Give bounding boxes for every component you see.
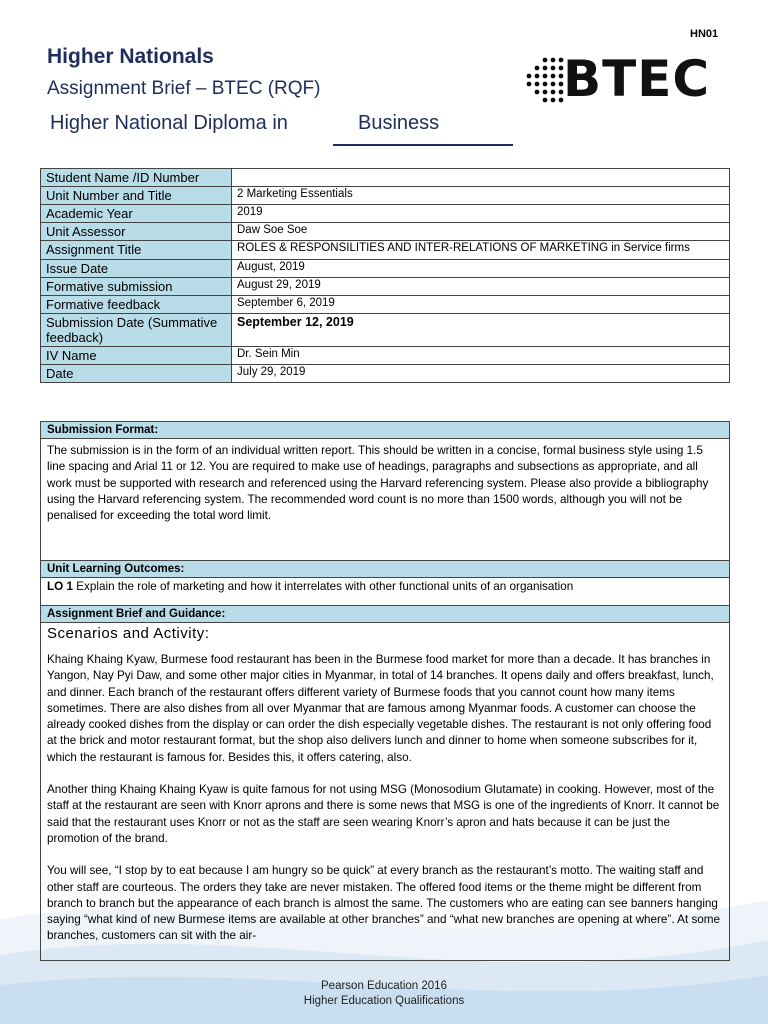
document-code: HN01: [690, 28, 719, 40]
info-row: [41, 278, 730, 296]
info-row: [41, 169, 730, 187]
footer-publisher: Pearson Education 2016: [321, 980, 447, 992]
info-label: Unit Assessor: [41, 223, 232, 241]
info-value: Daw Soe Soe: [232, 223, 730, 241]
assignment-info-table: [40, 168, 730, 383]
footer-qualification: Higher Education Qualifications: [303, 995, 465, 1007]
info-row: [41, 241, 730, 260]
page-subtitle: Assignment Brief – BTEC (RQF): [47, 78, 321, 99]
assignment-brief-header: Assignment Brief and Guidance:: [41, 605, 729, 623]
info-label: Formative submission: [41, 278, 232, 296]
learning-outcomes-header: Unit Learning Outcomes:: [41, 560, 729, 578]
diploma-label: Higher National Diploma in: [50, 112, 288, 134]
info-label: Unit Number and Title: [41, 187, 232, 205]
scenario-paragraph: Khaing Khaing Kyaw, Burmese food restaurant has been in the Burmese food market for more than a decade. It has branches in Yangon, Nay Pyi Daw, and some other major cities in Myanmar, in total of 14 branches. It opens daily and offers breakfast, lunch, and dinner. Each branch of the restaurant offers different variety of Burmese foods that you cannot count how many items sometimes. There are also dishes from all over Myanmar that are famous among Myanmar foods. A customer can choose the already cooked dishes from the display or can order the dish especially vegetable dishes. The restaurant is not only offering food at the brick and motor restaurant format, but the shop also delivers lunch and dinner to home when someone subscribes for it, which the restaurant is famous for. Besides this, it offers catering, also.: [47, 653, 714, 764]
info-row: [41, 260, 730, 278]
learning-outcome-item: [41, 578, 729, 605]
info-label: Assignment Title: [41, 241, 232, 260]
scenario-paragraph: Another thing Khaing Khaing Kyaw is quite famous for not using MSG (Monosodium Glutamate) in cooking. However, most of the staff at the restaurant are seen with Knorr aprons and there is some news that MSG is one of the ingredients of Knorr. It cannot be said that the restaurant uses Knorr or not as the staff are seen wearing Knorr’s apron and hats because it can be just the promotion of the brand.: [47, 783, 720, 845]
info-row: [41, 205, 730, 223]
info-label: Issue Date: [41, 260, 232, 278]
info-label: Submission Date (Summative feedback): [41, 314, 232, 347]
info-row: [41, 296, 730, 314]
scenario-title: Scenarios and Activity:: [47, 625, 210, 642]
info-value: August 29, 2019: [232, 278, 730, 296]
submission-format-text: The submission is in the form of an individual written report. This should be written in a concise, formal business style using 1.5 line spacing and Arial 11 or 12. You are required to make use of headings, paragraphs and subsections as appropriate, and all work must be supported with research and referenced using the Harvard referencing system. Please also provide a bibliography using the Harvard referencing system. The recommended word count is no more than 1500 words, although you will not be penalised for exceeding the total word limit.: [47, 444, 709, 523]
submission-format-header: Submission Format:: [41, 422, 729, 439]
learning-outcome-code: LO 1: [47, 580, 73, 593]
info-row: [41, 365, 730, 383]
info-label: Date: [41, 365, 232, 383]
info-value: September 6, 2019: [232, 296, 730, 314]
info-value: Dr. Sein Min: [232, 347, 730, 365]
info-value: 2019: [232, 205, 730, 223]
diploma-value: Business: [358, 112, 440, 134]
btec-logo-text: BTEC: [563, 50, 711, 108]
info-row: [41, 223, 730, 241]
scenario-text: [41, 652, 729, 965]
info-row: [41, 314, 730, 347]
info-value: July 29, 2019: [232, 365, 730, 383]
btec-logo: [525, 52, 715, 112]
diploma-underline: [333, 144, 513, 146]
info-value: 2 Marketing Essentials: [232, 187, 730, 205]
learning-outcome-text: Explain the role of marketing and how it interrelates with other functional units of an organisation: [72, 580, 574, 593]
info-value: [232, 169, 730, 187]
info-row: [41, 347, 730, 365]
info-label: Academic Year: [41, 205, 232, 223]
info-label: Student Name /ID Number: [41, 169, 232, 187]
scenario-paragraph: You will see, “I stop by to eat because I am hungry so be quick” at every branch as the restaurant’s motto. The waiting staff and other staff are courteous. The orders they take are never mistaken. The offered food items or the theme might be different from branch to branch but the appearance of each branch is almost the same. The customers who are eating can see banners hanging saying “what kind of new Burmese items are available at other branches” and “what new branches are opening at where”. At some branches, customers can sit with the air-: [47, 864, 721, 943]
info-value: September 12, 2019: [232, 314, 730, 347]
info-label: Formative feedback: [41, 296, 232, 314]
info-label: IV Name: [41, 347, 232, 365]
btec-dots-icon: [525, 56, 565, 106]
info-row: [41, 187, 730, 205]
assignment-details-panel: [40, 421, 730, 961]
page-title: Higher Nationals: [47, 45, 214, 68]
info-value: August, 2019: [232, 260, 730, 278]
info-value: ROLES & RESPONSILITIES AND INTER-RELATIONS OF MARKETING in Service firms: [232, 241, 730, 260]
